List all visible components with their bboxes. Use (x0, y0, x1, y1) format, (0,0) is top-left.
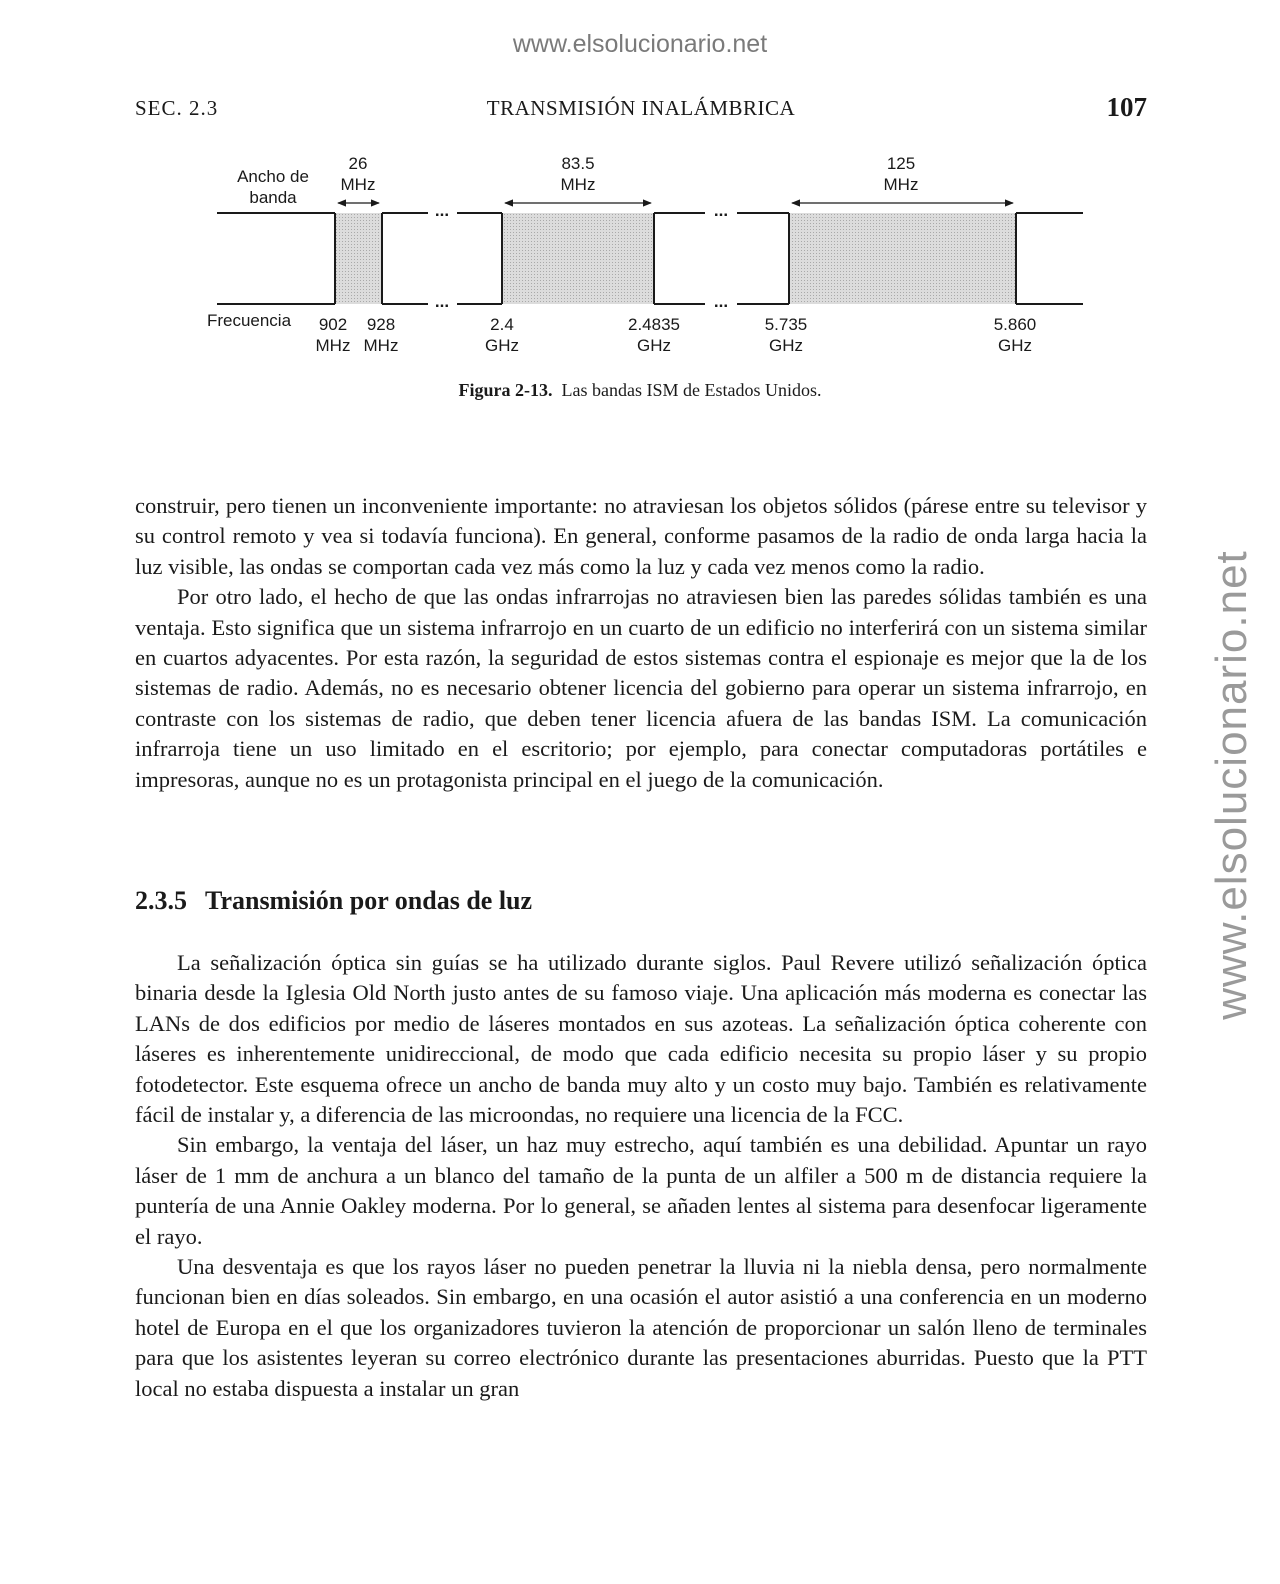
chapter-title: TRANSMISIÓN INALÁMBRICA (486, 96, 796, 120)
figure-caption-label: Figura 2-13. (458, 380, 553, 400)
page-number: 107 (1106, 92, 1147, 122)
frequency-label: Frecuencia (206, 311, 292, 330)
band-2-low-value: 2.4 (490, 315, 514, 334)
bandwidth-label-line1: Ancho de (237, 167, 309, 186)
ellipsis: ... (713, 201, 729, 220)
paragraph: Una desventaja es que los rayos láser no pueden penetrar la lluvia ni la niebla densa, pero normalmente funcionan bien en días soleados. Sin embargo, en una ocasión el autor asistió a una conferencia en un moderno hotel de Europa en el que los organizadores tuvieron la atención de proporcionar un salón lleno de terminales para que los asistentes leyeran su correo electrónico durante las presentaciones aburridas. Puesto que la PTT local no estaba dispuesta a instalar un gran (135, 1254, 1147, 1401)
band-2-high-value: 2.4835 (628, 315, 680, 334)
ism-bands-diagram (195, 145, 1095, 375)
paragraph: construir, pero tienen un inconveniente importante: no atraviesan los objetos sólidos (párese entre su televisor y su control remoto y vea si todavía funciona). En general, conforme pasamos de la radio de onda larga hacia la luz visible, las ondas se comportan cada vez más como la luz y cada vez menos como la radio. (135, 493, 1147, 579)
band-1-low-value: 902 (318, 315, 348, 334)
band-1-width-unit: MHz (340, 175, 376, 194)
band-3-high-value: 5.860 (993, 315, 1037, 334)
band-3-width-unit: MHz (883, 175, 919, 194)
paragraph: La señalización óptica sin guías se ha utilizado durante siglos. Paul Revere utilizó señalización óptica binaria desde la Iglesia Old North justo antes de su famoso viaje. Una aplicación más moderna es conectar las LANs de dos edificios por medio de láseres montados en sus azoteas. La señalización óptica coherente con láseres es inherentemente unidireccional, de modo que cada edificio necesita su propio láser y su propio fotodetector. Este esquema ofrece un ancho de banda muy alto y un costo muy bajo. También es relativamente fácil de instalar y, a diferencia de las microondas, no requiere una licencia de la FCC. (135, 950, 1147, 1128)
figure-caption (0, 380, 1280, 401)
watermark-top: www.elsolucionario.net (512, 30, 768, 58)
body-text-top (135, 491, 1147, 795)
band-2-high-unit: GHz (637, 336, 671, 355)
section-heading (135, 886, 532, 916)
ism-bands-figure (195, 145, 1095, 375)
paragraph: Sin embargo, la ventaja del láser, un haz muy estrecho, aquí también es una debilidad. Apuntar un rayo láser de 1 mm de anchura a un blanco del tamaño de la punta de un alfiler a 500 m de distancia requiere la puntería de una Annie Oakley moderna. Por lo general, se añaden lentes al sistema para desenfocar ligeramente el rayo. (135, 1132, 1147, 1249)
band-1-low-unit: MHz (315, 336, 351, 355)
band-3-width-value: 125 (886, 154, 916, 173)
band-1-high-value: 928 (366, 315, 396, 334)
band-2-width-value: 83.5 (561, 154, 595, 173)
band-2-low-unit: GHz (485, 336, 519, 355)
figure-caption-text: Las bandas ISM de Estados Unidos. (561, 380, 822, 400)
running-head (135, 92, 1147, 126)
section-number: SEC. 2.3 (135, 96, 219, 120)
body-text-bottom (135, 948, 1147, 1404)
band-1-width-value: 26 (348, 154, 368, 173)
section-heading-title: Transmisión por ondas de luz (205, 886, 533, 915)
band-2-area (502, 213, 654, 304)
band-3-low-unit: GHz (769, 336, 803, 355)
ellipsis: ... (713, 292, 729, 311)
band-3-high-unit: GHz (998, 336, 1032, 355)
band-1-high-unit: MHz (363, 336, 399, 355)
bandwidth-label-line2: banda (249, 188, 297, 207)
ellipsis: ... (434, 201, 450, 220)
watermark-side: www.elsolucionario.net (1207, 550, 1256, 1020)
band-1-area (335, 213, 382, 304)
band-3-area (789, 213, 1016, 304)
band-3-low-value: 5.735 (764, 315, 808, 334)
paragraph: Por otro lado, el hecho de que las ondas infrarrojas no atraviesen bien las paredes sólidas también es una ventaja. Esto significa que un sistema infrarrojo en un cuarto de un edificio no interferirá con un sistema similar en cuartos adyacentes. Por esta razón, la seguridad de estos sistemas contra el espionaje es mejor que la de los sistemas de radio. Además, no es necesario obtener licencia del gobierno para operar un sistema infrarrojo, en contraste con los sistemas de radio, que deben tener licencia afuera de las bandas ISM. La comunicación infrarroja tiene un uso limitado en el escritorio; por ejemplo, para conectar computadoras portátiles e impresoras, aunque no es un protagonista principal en el juego de la comunicación. (135, 584, 1147, 792)
band-2-width-unit: MHz (560, 175, 596, 194)
ellipsis: ... (434, 292, 450, 311)
section-heading-number: 2.3.5 (135, 886, 187, 915)
